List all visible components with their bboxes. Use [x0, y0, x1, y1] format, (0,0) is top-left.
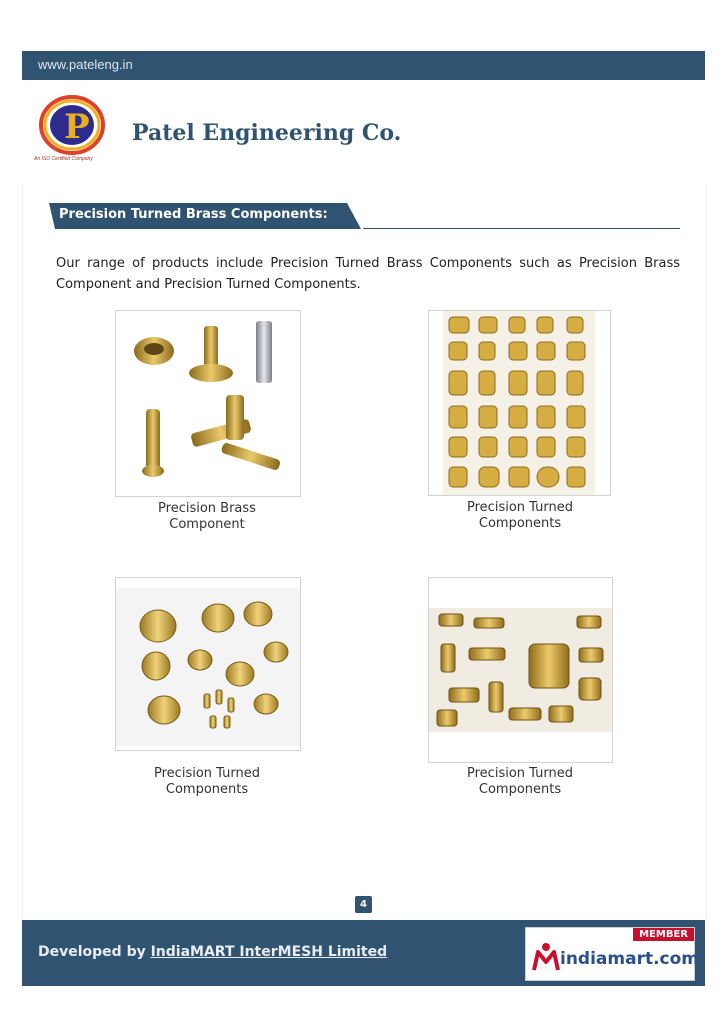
product-caption-4: Precision Turned Components: [467, 766, 573, 797]
brass-fittings-grid-image: [429, 311, 610, 495]
section-title: Precision Turned Brass Components:: [59, 207, 328, 222]
section-description: Our range of products include Precision Turned Brass Components such as Precision Brass Component and Precision Turned Components.: [56, 256, 680, 292]
product-image-2[interactable]: [428, 310, 611, 496]
indiamart-logo-icon: [532, 942, 560, 972]
indiamart-member-badge[interactable]: [525, 927, 700, 981]
page-number: 4: [355, 896, 372, 913]
product-caption-1: Precision Brass Component: [158, 501, 256, 532]
company-logo: [37, 94, 107, 156]
section-divider: [363, 228, 680, 229]
brass-parts-image: [116, 311, 300, 496]
content-panel: [22, 183, 707, 920]
company-header: [22, 80, 705, 183]
company-name: Patel Engineering Co.: [132, 120, 402, 146]
developed-by: Developed by IndiaMART InterMESH Limited: [38, 944, 388, 960]
website-url[interactable]: www.pateleng.in: [38, 57, 133, 72]
member-label: MEMBER: [633, 928, 694, 941]
developer-link[interactable]: IndiaMART InterMESH Limited: [150, 944, 388, 960]
indiamart-brand: indiamart.com: [560, 949, 700, 969]
product-image-4[interactable]: [428, 577, 613, 763]
top-bar: [22, 51, 705, 80]
product-image-1[interactable]: [115, 310, 301, 497]
product-caption-3: Precision Turned Components: [154, 766, 260, 797]
svg-text:P: P: [64, 107, 90, 147]
brass-nipples-image: [116, 578, 300, 750]
footer-bar: [22, 920, 705, 986]
logo-caption: An ISO Certified Company: [34, 156, 93, 162]
product-image-3[interactable]: [115, 577, 301, 751]
brass-fittings-assortment-image: [429, 578, 612, 762]
product-caption-2: Precision Turned Components: [467, 500, 573, 531]
